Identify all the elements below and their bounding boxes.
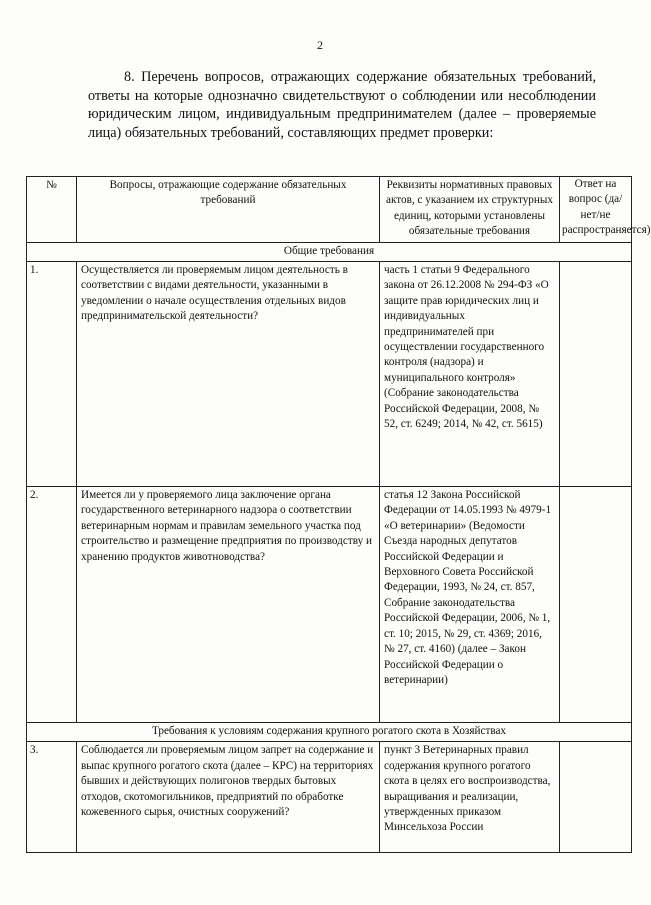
section-row-general xyxy=(27,242,632,261)
row-number: 1. xyxy=(27,262,77,487)
section-title-cattle: Требования к условиям содержания крупного рогатого скота в Хозяйствах xyxy=(27,723,632,742)
row-question: Соблюдается ли проверяемым лицом запрет на содержание и выпас крупного рогатого скота (далее – КРС) на территориях бывших и действующих полигонов твердых бытовых отходов, скотомогильников, предприятий по обработке кожевенного сырья, очистных сооружений? xyxy=(77,742,380,853)
header-law: Реквизиты нормативных правовых актов, с указанием их структурных единиц, которыми установлены обязательные требования xyxy=(380,177,560,243)
header-question: Вопросы, отражающие содержание обязательных требований xyxy=(77,177,380,243)
row-law-reference: часть 1 статьи 9 Федерального закона от 26.12.2008 № 294-ФЗ «О защите прав юридических лиц и индивидуальных предпринимателей при осуществлении государственного контроля (надзора) и муниципального контроля» (Собрание законодательства Российской Федерации, 2008, № 52, ст. 6249; 2014, № 42, ст. 5615) xyxy=(380,262,560,487)
row-question: Осуществляется ли проверяемым лицом деятельность в соответствии с видами деятельности, указанными в уведомлении о начале осуществления отдельных видов предпринимательской деятельности? xyxy=(77,262,380,487)
row-number: 3. xyxy=(27,742,77,853)
intro-paragraph: 8. Перечень вопросов, отражающих содержание обязательных требований, ответы на которые однозначно свидетельствуют о соблюдении или несоблюдении юридическим лицом, индивидуальным предпринимателем (далее – проверяемые лица) обязательных требований, составляющих предмет проверки: xyxy=(88,69,596,141)
row-number: 2. xyxy=(27,487,77,723)
table-row xyxy=(27,262,632,487)
row-answer xyxy=(560,262,632,487)
row-question: Имеется ли у проверяемого лица заключение органа государственного ветеринарного надзора о соответствии ветеринарным нормам и правилам земельного участка под строительство и размещение предприятия по производству и хранению продуктов животноводства? xyxy=(77,487,380,723)
table-row xyxy=(27,742,632,853)
row-law-reference: пункт 3 Ветеринарных правил содержания крупного рогатого скота в целях его воспроизводства, выращивания и реализации, утвержденных приказом Минсельхоза России xyxy=(380,742,560,853)
section-row-cattle xyxy=(27,723,632,742)
page-number: 2 xyxy=(317,38,323,52)
requirements-table xyxy=(26,176,651,853)
row-answer xyxy=(560,487,632,723)
section-title-general: Общие требования xyxy=(27,242,632,261)
row-answer xyxy=(560,742,632,853)
header-number: № xyxy=(27,177,77,243)
table-header-row xyxy=(27,177,632,243)
row-law-reference: статья 12 Закона Российской Федерации от 14.05.1993 № 4979-1 «О ветеринарии» (Ведомости Съезда народных депутатов Российской Федерации и Верховного Совета Российской Федерации, 1993, № 24, ст. 857, Собрание законодательства Российской Федерации, 2006, № 1, ст. 10; 2015, № 29, ст. 4369; 2016, № 27, ст. 4160) (далее – Закон Российской Федерации о ветеринарии) xyxy=(380,487,560,723)
header-answer: Ответ на вопрос (да/нет/не распространяется) xyxy=(560,177,632,243)
table-row xyxy=(27,487,632,723)
